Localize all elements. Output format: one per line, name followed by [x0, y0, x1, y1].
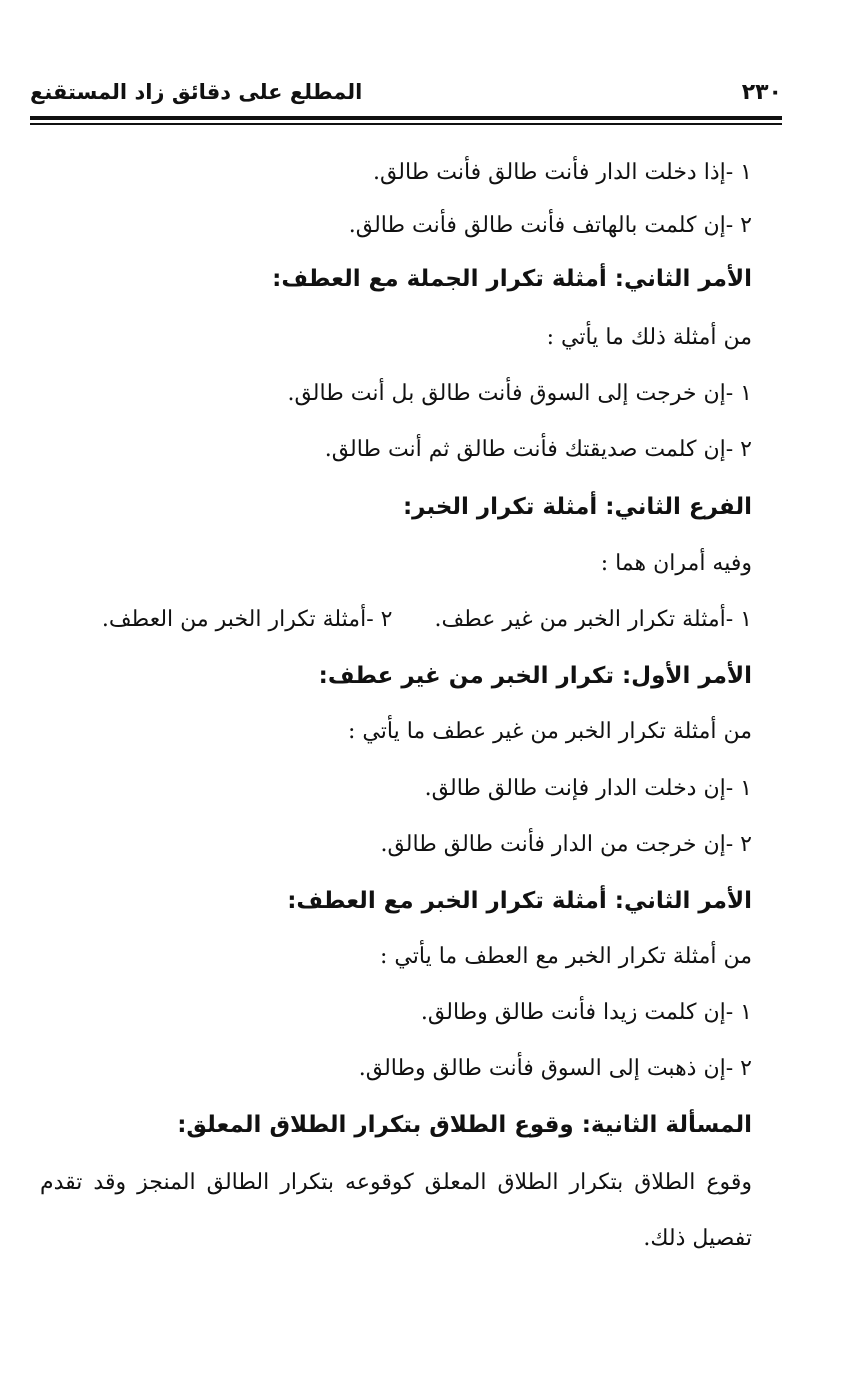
list-item: ٢ -إن خرجت من الدار فأنت طالق طالق.	[380, 832, 752, 857]
section-heading: الفرع الثاني: أمثلة تكرار الخبر:	[402, 494, 752, 520]
paragraph: من أمثلة تكرار الخبر من غير عطف ما يأتي :	[348, 719, 752, 744]
header-rule-thick	[30, 116, 782, 120]
list-item: ٢ -إن ذهبت إلى السوق فأنت طالق وطالق.	[358, 1056, 752, 1081]
two-item-row	[80, 607, 752, 632]
list-item: ١ -أمثلة تكرار الخبر من غير عطف.	[434, 607, 752, 632]
list-item: ٢ -أمثلة تكرار الخبر من العطف.	[101, 607, 393, 632]
list-item: ١ -إن دخلت الدار فإنت طالق طالق.	[424, 776, 752, 801]
list-item: ١ -إذا دخلت الدار فأنت طالق فأنت طالق.	[372, 160, 752, 185]
paragraph: وقوع الطلاق بتكرار الطلاق المعلق كوقوعه بتكرار الطالق المنجز وقد تقدم	[40, 1170, 752, 1195]
section-heading: الأمر الثاني: أمثلة تكرار الخبر مع العطف:	[287, 888, 752, 914]
list-item: ١ -إن خرجت إلى السوق فأنت طالق بل أنت طالق.	[287, 381, 752, 406]
paragraph: من أمثلة ذلك ما يأتي :	[546, 325, 752, 350]
section-heading: المسألة الثانية: وقوع الطلاق بتكرار الطلاق المعلق:	[177, 1112, 752, 1138]
page-header	[30, 80, 782, 116]
paragraph: تفصيل ذلك.	[643, 1226, 752, 1251]
list-item: ٢ -إن كلمت صديقتك فأنت طالق ثم أنت طالق.	[324, 437, 752, 462]
paragraph: وفيه أمران هما :	[600, 551, 752, 576]
section-heading: الأمر الثاني: أمثلة تكرار الجملة مع العطف:	[272, 266, 752, 292]
paragraph: من أمثلة تكرار الخبر مع العطف ما يأتي :	[380, 944, 752, 969]
header-rule-thin	[30, 123, 782, 125]
list-item: ١ -إن كلمت زيدا فأنت طالق وطالق.	[420, 1000, 752, 1025]
page-number: ٢٣٠	[741, 80, 782, 105]
running-title: المطلع على دقائق زاد المستقنع	[30, 80, 363, 104]
list-item: ٢ -إن كلمت بالهاتف فأنت طالق فأنت طالق.	[348, 213, 752, 238]
section-heading: الأمر الأول: تكرار الخبر من غير عطف:	[318, 663, 752, 689]
